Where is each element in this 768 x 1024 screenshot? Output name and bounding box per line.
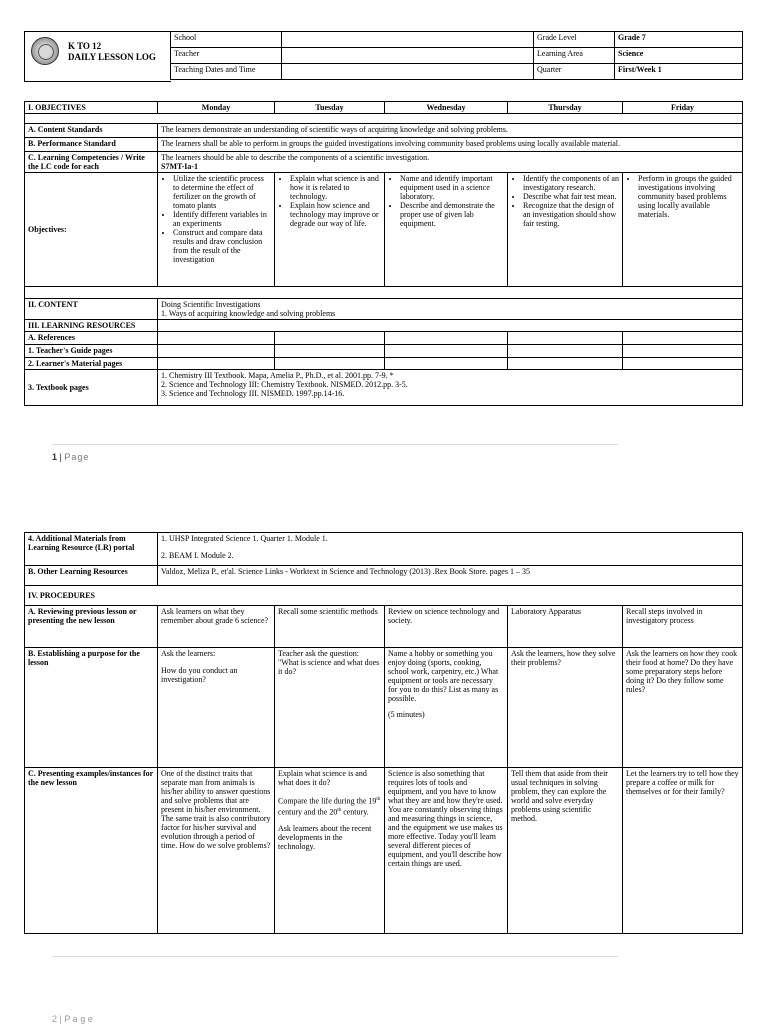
content-standards-label: A. Content Standards [25, 124, 158, 138]
ref-cell [385, 358, 508, 370]
objective-item: • Explain how science and technology may improve or degrade our way of life. [290, 201, 381, 228]
objective-item: • Explain what science is and how it is related to technology. [290, 174, 381, 201]
textbook-line-2: 2. Science and Technology III: Chemistry Textbook. NISMED. 2012.pp. 3-5. [161, 380, 408, 389]
area-value: Science [615, 48, 743, 64]
day-monday: Monday [158, 102, 275, 114]
page-1-footer [52, 452, 89, 462]
ref-cell [508, 332, 623, 345]
dates-value [282, 64, 534, 80]
purpose-monday-1: Ask the learners: [161, 649, 216, 658]
grade-value: Grade 7 [615, 32, 743, 48]
purpose-wednesday-2: (5 minutes) [388, 710, 425, 719]
teacher-value [282, 48, 534, 64]
teacher-label: Teacher [171, 48, 282, 64]
ref-cell [623, 332, 743, 345]
purpose-label: B. Establishing a purpose for the lesson [25, 648, 158, 768]
objective-item: • Name and identify important equipment used in a science laboratory. [400, 174, 504, 201]
content-cell [158, 299, 743, 320]
ref-cell [385, 345, 508, 358]
presenting-wednesday: Science is also something that requires lots of tools and equipment, and you have to know what they are and how they're used. You are constantly observing things and measuring things in science, and the equipment we use makes us more effective. Today you'll learn several different pieces of equipment, and you'll describe how certain things are used. [385, 768, 508, 934]
ref-cell [158, 358, 275, 370]
objective-item: • Describe and demonstrate the proper use of given lab equipment. [400, 201, 504, 228]
title-line-2: DAILY LESSON LOG [68, 52, 156, 62]
reviewing-label: A. Reviewing previous lesson or presenting the new lesson [25, 606, 158, 648]
reviewing-friday: Recall steps involved in investigatory process [623, 606, 743, 648]
competencies-cell [158, 152, 743, 173]
objectives-thursday [508, 173, 623, 287]
content-standards-text: The learners demonstrate an understanding of scientific ways of acquiring knowledge and solving problems. [158, 124, 743, 138]
objectives-wednesday [385, 173, 508, 287]
presenting-tuesday [275, 768, 385, 934]
spacer-row [25, 287, 743, 299]
presenting-monday: One of the distinct traits that separate man from animals is his/her ability to answer questions and solve problems that are present in his/her environment. The same trait is also contributory factor for his/her survival and evolution through a period of time. How do we solve problems? [158, 768, 275, 934]
other-resources-label: B. Other Learning Resources [25, 566, 158, 586]
objective-item: • Identify the components of an investigatory research. [523, 174, 619, 192]
school-label: School [171, 32, 282, 48]
day-tuesday: Tuesday [275, 102, 385, 114]
objective-item: • Construct and compare data results and draw conclusion from the result of the investigation [173, 228, 271, 264]
objectives-label: Objectives: [25, 173, 158, 287]
other-resources-text: Valdoz, Meliza P., et'al. Science Links - Worktext in Science and Technology (2013) .Rex Book Store. pages 1 – 35 [158, 566, 743, 586]
purpose-monday [158, 648, 275, 768]
page-2-footer-rule [52, 956, 618, 957]
teachers-guide-label: 1. Teacher's Guide pages [25, 345, 158, 358]
presenting-label: C. Presenting examples/instances for the new lesson [25, 768, 158, 934]
ref-cell [508, 358, 623, 370]
lesson-log-table-page-1 [24, 101, 743, 406]
ref-cell [275, 332, 385, 345]
lc-code: S7MT-Ia-1 [161, 162, 199, 171]
objectives-tuesday [275, 173, 385, 287]
objectives-friday [623, 173, 743, 287]
quarter-label: Quarter [534, 64, 615, 80]
page-separator: | [57, 452, 65, 462]
purpose-wednesday-1: Name a hobby or something you enjoy doing (sports, cooking, school work, carpentry, etc.) What equipment or tools are necessary for you to do this? List as many as possible. [388, 649, 499, 703]
purpose-wednesday [385, 648, 508, 768]
references-label: A. References [25, 332, 158, 345]
ref-cell [385, 332, 508, 345]
purpose-friday: Ask the learners on how they cook their food at home? Do they have some preparatory steps before doing it? Do they follow some rules? [623, 648, 743, 768]
reviewing-monday: Ask learners on what they remember about grade 6 science? [158, 606, 275, 648]
presenting-tuesday-2: Compare the life during the 19th century and the 20th century. [278, 796, 381, 817]
reviewing-thursday: Laboratory Apparatus [508, 606, 623, 648]
school-value [282, 32, 534, 48]
objective-item: • Identify different variables in an experiments [173, 210, 271, 228]
document-title [68, 41, 156, 63]
additional-line-1: 1. UHSP Integrated Science 1. Quarter 1. Module 1. [161, 534, 328, 543]
textbook-cell [158, 370, 743, 406]
objective-item: • Utilize the scientific process to determine the effect of fertilizer on the growth of tomato plants [173, 174, 271, 210]
learning-resources-label: III. LEARNING RESOURCES [25, 320, 158, 332]
grade-label: Grade Level [534, 32, 615, 48]
presenting-friday: Let the learners try to tell how they prepare a coffee or milk for themselves or for their family? [623, 768, 743, 934]
performance-standard-label: B. Performance Standard [25, 138, 158, 152]
textbook-label: 3. Textbook pages [25, 370, 158, 406]
ref-cell [158, 345, 275, 358]
learners-material-label: 2. Learner's Material pages [25, 358, 158, 370]
spacer-row [25, 114, 743, 124]
content-label: II. CONTENT [25, 299, 158, 320]
deped-seal-icon [31, 37, 59, 65]
page-2-footer: 2 | P a g e [52, 1014, 93, 1024]
textbook-line-3: 3. Science and Technology III. NISMED. 1997.pp.14-16. [161, 389, 345, 398]
header-info-table [170, 31, 743, 80]
reviewing-wednesday: Review on science technology and society. [385, 606, 508, 648]
purpose-monday-2: How do you conduct an investigation? [161, 666, 238, 684]
page-number: 1 [52, 452, 58, 462]
objectives-monday [158, 173, 275, 287]
competencies-text: The learners should be able to describe the components of a scientific investigation. [161, 153, 430, 162]
ref-cell [275, 358, 385, 370]
day-thursday: Thursday [508, 102, 623, 114]
quarter-value: First/Week 1 [615, 64, 743, 80]
page-word: Page [64, 452, 90, 462]
ref-cell [623, 345, 743, 358]
objective-item: • Describe what fair test mean. [523, 192, 619, 201]
objectives-heading: I. OBJECTIVES [25, 102, 158, 114]
competencies-label: C. Learning Competencies / Write the LC code for each [25, 152, 158, 173]
reviewing-tuesday: Recall some scientific methods [275, 606, 385, 648]
ref-cell [275, 345, 385, 358]
purpose-tuesday: Teacher ask the question: "What is science and what does it do? [275, 648, 385, 768]
presenting-thursday: Tell them that aside from their usual techniques in solving problem, they can explore the world and solve everyday problems using scientific method. [508, 768, 623, 934]
page-1-footer-rule [52, 444, 618, 445]
purpose-thursday: Ask the learners, how they solve their problems? [508, 648, 623, 768]
learning-resources-blank [158, 320, 743, 332]
procedures-heading: IV. PROCEDURES [25, 586, 743, 606]
objective-item: • Recognize that the design of an investigation should show fair testing. [523, 201, 619, 228]
performance-standard-text: The learners shall be able to perform in groups the guided investigations involving community based problems using locally available material. [158, 138, 743, 152]
additional-line-2: 2. BEAM I. Module 2. [161, 551, 234, 560]
ref-cell [623, 358, 743, 370]
additional-materials-cell [158, 533, 743, 566]
objective-item: • Perform in groups the guided investigations involving community based problems using locally available materials. [638, 174, 739, 219]
day-friday: Friday [623, 102, 743, 114]
content-line-1: Doing Scientific Investigations [161, 300, 261, 309]
title-line-1: K TO 12 [68, 41, 102, 51]
day-wednesday: Wednesday [385, 102, 508, 114]
content-line-2: 1. Ways of acquiring knowledge and solving problems [161, 309, 336, 318]
area-label: Learning Area [534, 48, 615, 64]
lesson-log-table-page-2 [24, 532, 743, 934]
dates-label: Teaching Dates and Time [171, 64, 282, 80]
additional-materials-label: 4. Additional Materials from Learning Resource (LR) portal [25, 533, 158, 566]
ref-cell [508, 345, 623, 358]
textbook-line-1: 1. Chemistry III Textbook. Mapa, Amelia P., Ph.D., et al. 2001.pp. 7-9. * [161, 371, 394, 380]
presenting-tuesday-1: Explain what science is and what does it do? [278, 769, 367, 787]
ref-cell [158, 332, 275, 345]
presenting-tuesday-3: Ask learners about the recent developments in the technology. [278, 824, 372, 852]
